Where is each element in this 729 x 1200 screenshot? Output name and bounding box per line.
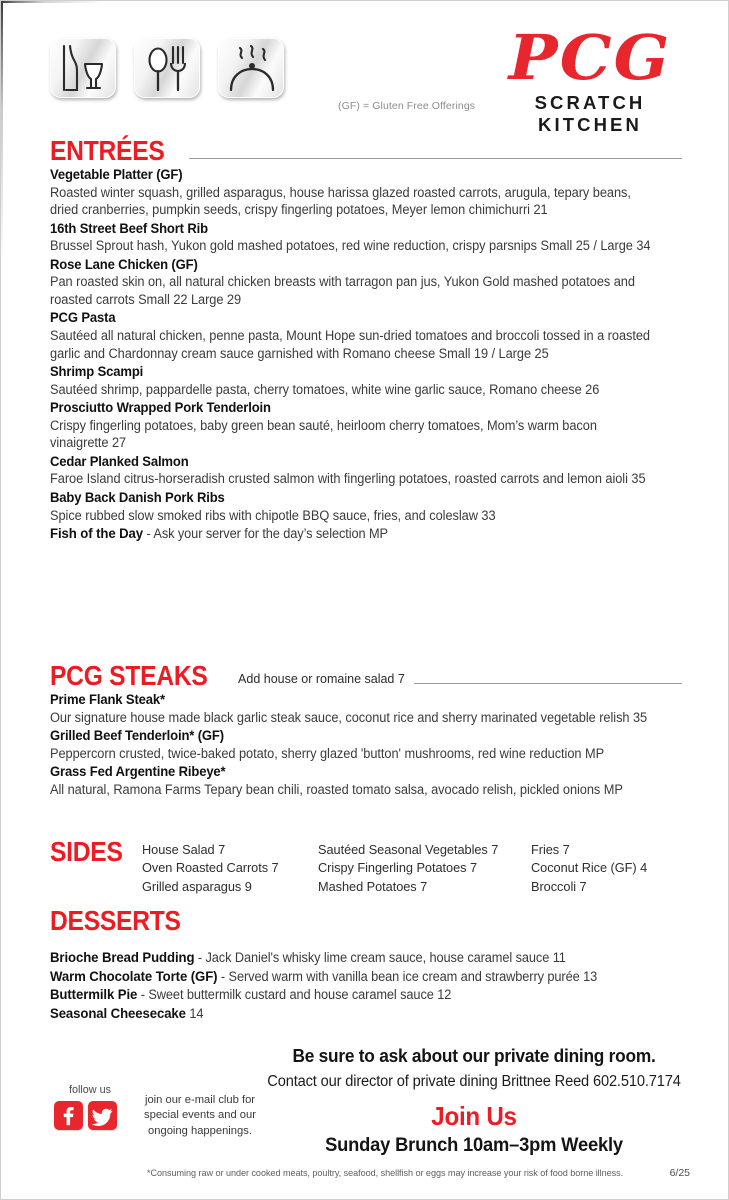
sunday-brunch-text: Sunday Brunch 10am–3pm Weekly — [325, 1134, 623, 1156]
item-desc: - Sweet buttermilk custard and house caramel sauce 12 — [137, 987, 452, 1003]
item-name: Prime Flank Steak* — [50, 692, 165, 707]
spoon-and-fork-icon — [134, 38, 200, 98]
side-item: Grilled asparagus 9 — [142, 878, 252, 894]
dessert-item — [50, 986, 654, 1005]
item-name: Seasonal Cheesecake — [50, 1005, 186, 1021]
item-name: PCG Pasta — [50, 310, 116, 326]
social-links — [54, 1101, 126, 1130]
menu-item — [50, 399, 682, 452]
logo-wordmark: PCG — [508, 21, 672, 94]
gluten-free-legend: (GF) = Gluten Free Offerings — [338, 100, 476, 112]
item-desc: All natural, Ramona Farms Tepary bean chili, roasted tomato salsa, avocado relish, pickled onions MP — [50, 781, 623, 797]
side-item: Crispy Fingerling Potatoes 7 — [318, 860, 478, 876]
entrees-heading — [50, 137, 682, 165]
item-desc: - Served warm with vanilla bean ice cream and strawberry purée 13 — [217, 968, 598, 984]
sides-column-2 — [318, 841, 522, 896]
menu-item — [50, 309, 682, 362]
item-name: Baby Back Danish Pork Ribs — [50, 490, 225, 506]
dessert-item — [50, 968, 654, 987]
entrees-title: ENTRÉES — [50, 135, 165, 166]
brand-logo — [490, 21, 690, 136]
item-name: Fish of the Day — [50, 526, 144, 542]
item-name: Brioche Bread Pudding — [50, 950, 195, 965]
steaks-heading — [50, 662, 682, 690]
private-dining-headline: Be sure to ask about our private dining room. — [292, 1045, 656, 1066]
dessert-item — [50, 949, 654, 968]
dessert-item — [50, 1005, 654, 1024]
menu-item — [50, 220, 682, 255]
page-edge-left — [1, 1, 3, 1200]
section-entrees — [50, 137, 682, 544]
page-mark: 6/25 — [669, 1167, 690, 1179]
join-us-headline: Join Us — [431, 1101, 517, 1131]
item-desc: Our signature house made black garlic steak sauce, coconut rice and sherry marinated vegetable relish 35 — [50, 709, 648, 725]
item-desc: 14 — [185, 1005, 204, 1021]
item-name: Cedar Planked Salmon — [50, 453, 189, 469]
item-name: Rose Lane Chicken (GF) — [50, 256, 198, 272]
item-desc: - Jack Daniel's whisky lime cream sauce, house caramel sauce 11 — [194, 950, 566, 965]
side-item: Broccoli 7 — [531, 878, 587, 894]
item-desc: Roasted winter squash, grilled asparagus, house harissa glazed roasted carrots, arugula, tepary beans, dried cranberries, pumpkin seeds, crispy fingerling potatoes, Meyer lemon chimichurri 21 — [50, 184, 631, 218]
item-desc: Pan roasted skin on, all natural chicken breasts with tarragon pan jus, Yukon Gold mashed potatoes and roasted carrots Small 22 Large 29 — [50, 274, 635, 307]
side-item: Mashed Potatoes 7 — [318, 878, 428, 894]
steaks-title: PCG STEAKS — [50, 660, 208, 691]
item-desc: Crispy fingerling potatoes, baby green bean sauté, heirloom cherry tomatoes, Mom’s warm bacon vinaigrette 27 — [50, 417, 597, 451]
bottle-and-glass-icon — [50, 38, 116, 98]
twitter-icon[interactable] — [88, 1101, 117, 1130]
item-name: Warm Chocolate Torte (GF) — [50, 968, 218, 984]
menu-item — [50, 166, 682, 219]
section-desserts — [50, 907, 682, 1023]
item-name: Grilled Beef Tenderloin* (GF) — [50, 728, 224, 744]
follow-us-block — [54, 1084, 126, 1130]
side-item: Coconut Rice (GF) 4 — [531, 860, 648, 876]
private-dining-contact: Contact our director of private dining Brittnee Reed 602.510.7174 — [267, 1073, 681, 1090]
logo-tagline: SCRATCH KITCHEN — [534, 92, 646, 135]
private-dining-block — [249, 1045, 699, 1157]
item-name: Grass Fed Argentine Ribeye* — [50, 764, 226, 780]
section-steaks — [50, 662, 682, 798]
item-name: Buttermilk Pie — [50, 987, 138, 1003]
menu-item — [50, 453, 682, 488]
side-item: Sautéed Seasonal Vegetables 7 — [318, 842, 499, 857]
menu-item — [50, 691, 682, 726]
menu-header — [1, 1, 728, 135]
menu-item — [50, 763, 682, 798]
steaks-add-salad-note: Add house or romaine salad 7 — [238, 672, 405, 686]
menu-item — [50, 363, 682, 398]
menu-item — [50, 489, 682, 524]
entrees-item-list — [50, 166, 682, 524]
side-item: Oven Roasted Carrots 7 — [142, 860, 279, 876]
steaks-item-list — [50, 691, 682, 798]
steaks-rule — [414, 683, 682, 684]
desserts-title: DESSERTS — [50, 905, 181, 936]
menu-item — [50, 256, 682, 309]
menu-item — [50, 727, 682, 762]
item-desc: Sautéed all natural chicken, penne pasta, Mount Hope sun-dried tomatoes and broccoli tossed in a roasted garlic and Chardonnay cream sauce garnished with Romano cheese Small 19 / Large 25 — [50, 327, 651, 361]
food-safety-disclaimer: *Consuming raw or under cooked meats, poultry, seafood, shellfish or eggs may increase your risk of food borne illness. — [147, 1168, 624, 1178]
item-desc: Sautéed shrimp, pappardelle pasta, cherry tomatoes, white wine garlic sauce, Romano cheese 26 — [50, 381, 600, 397]
side-item: House Salad 7 — [142, 842, 226, 857]
menu-item-fish-of-the-day — [50, 525, 654, 544]
item-desc: Brussel Sprout hash, Yukon gold mashed potatoes, red wine reduction, crispy parsnips Small 25 / Large 34 — [50, 238, 651, 254]
sides-column-1 — [142, 841, 311, 896]
facebook-icon[interactable] — [54, 1101, 83, 1130]
item-desc: Faroe Island citrus-horseradish crusted salmon with fingerling potatoes, roasted carrots and lemon aioli 35 — [50, 471, 646, 487]
section-sides — [50, 836, 682, 896]
item-desc: Peppercorn crusted, twice-baked potato, sherry glazed 'button' mushrooms, red wine reduction MP — [50, 745, 605, 761]
follow-us-label: follow us — [68, 1084, 111, 1096]
email-club-text: join our e-mail club for special events and our ongoing happenings. — [144, 1094, 256, 1137]
icon-tile-group — [50, 38, 284, 98]
sides-column-3 — [531, 841, 675, 896]
side-item: Fries 7 — [531, 842, 570, 857]
item-desc: Spice rubbed slow smoked ribs with chipotle BBQ sauce, fries, and coleslaw 33 — [50, 507, 496, 523]
sides-title: SIDES — [50, 836, 123, 867]
item-name: Vegetable Platter (GF) — [50, 167, 183, 182]
entrees-rule — [189, 158, 682, 159]
steaming-cloche-icon — [218, 38, 284, 98]
sides-wrap — [50, 836, 682, 896]
item-name: 16th Street Beef Short Rib — [50, 220, 208, 236]
item-name: Shrimp Scampi — [50, 364, 144, 380]
desserts-item-list — [50, 949, 682, 1023]
item-desc: - Ask your server for the day’s selection MP — [143, 526, 388, 542]
sides-columns — [142, 841, 681, 896]
item-name: Prosciutto Wrapped Pork Tenderloin — [50, 400, 271, 416]
